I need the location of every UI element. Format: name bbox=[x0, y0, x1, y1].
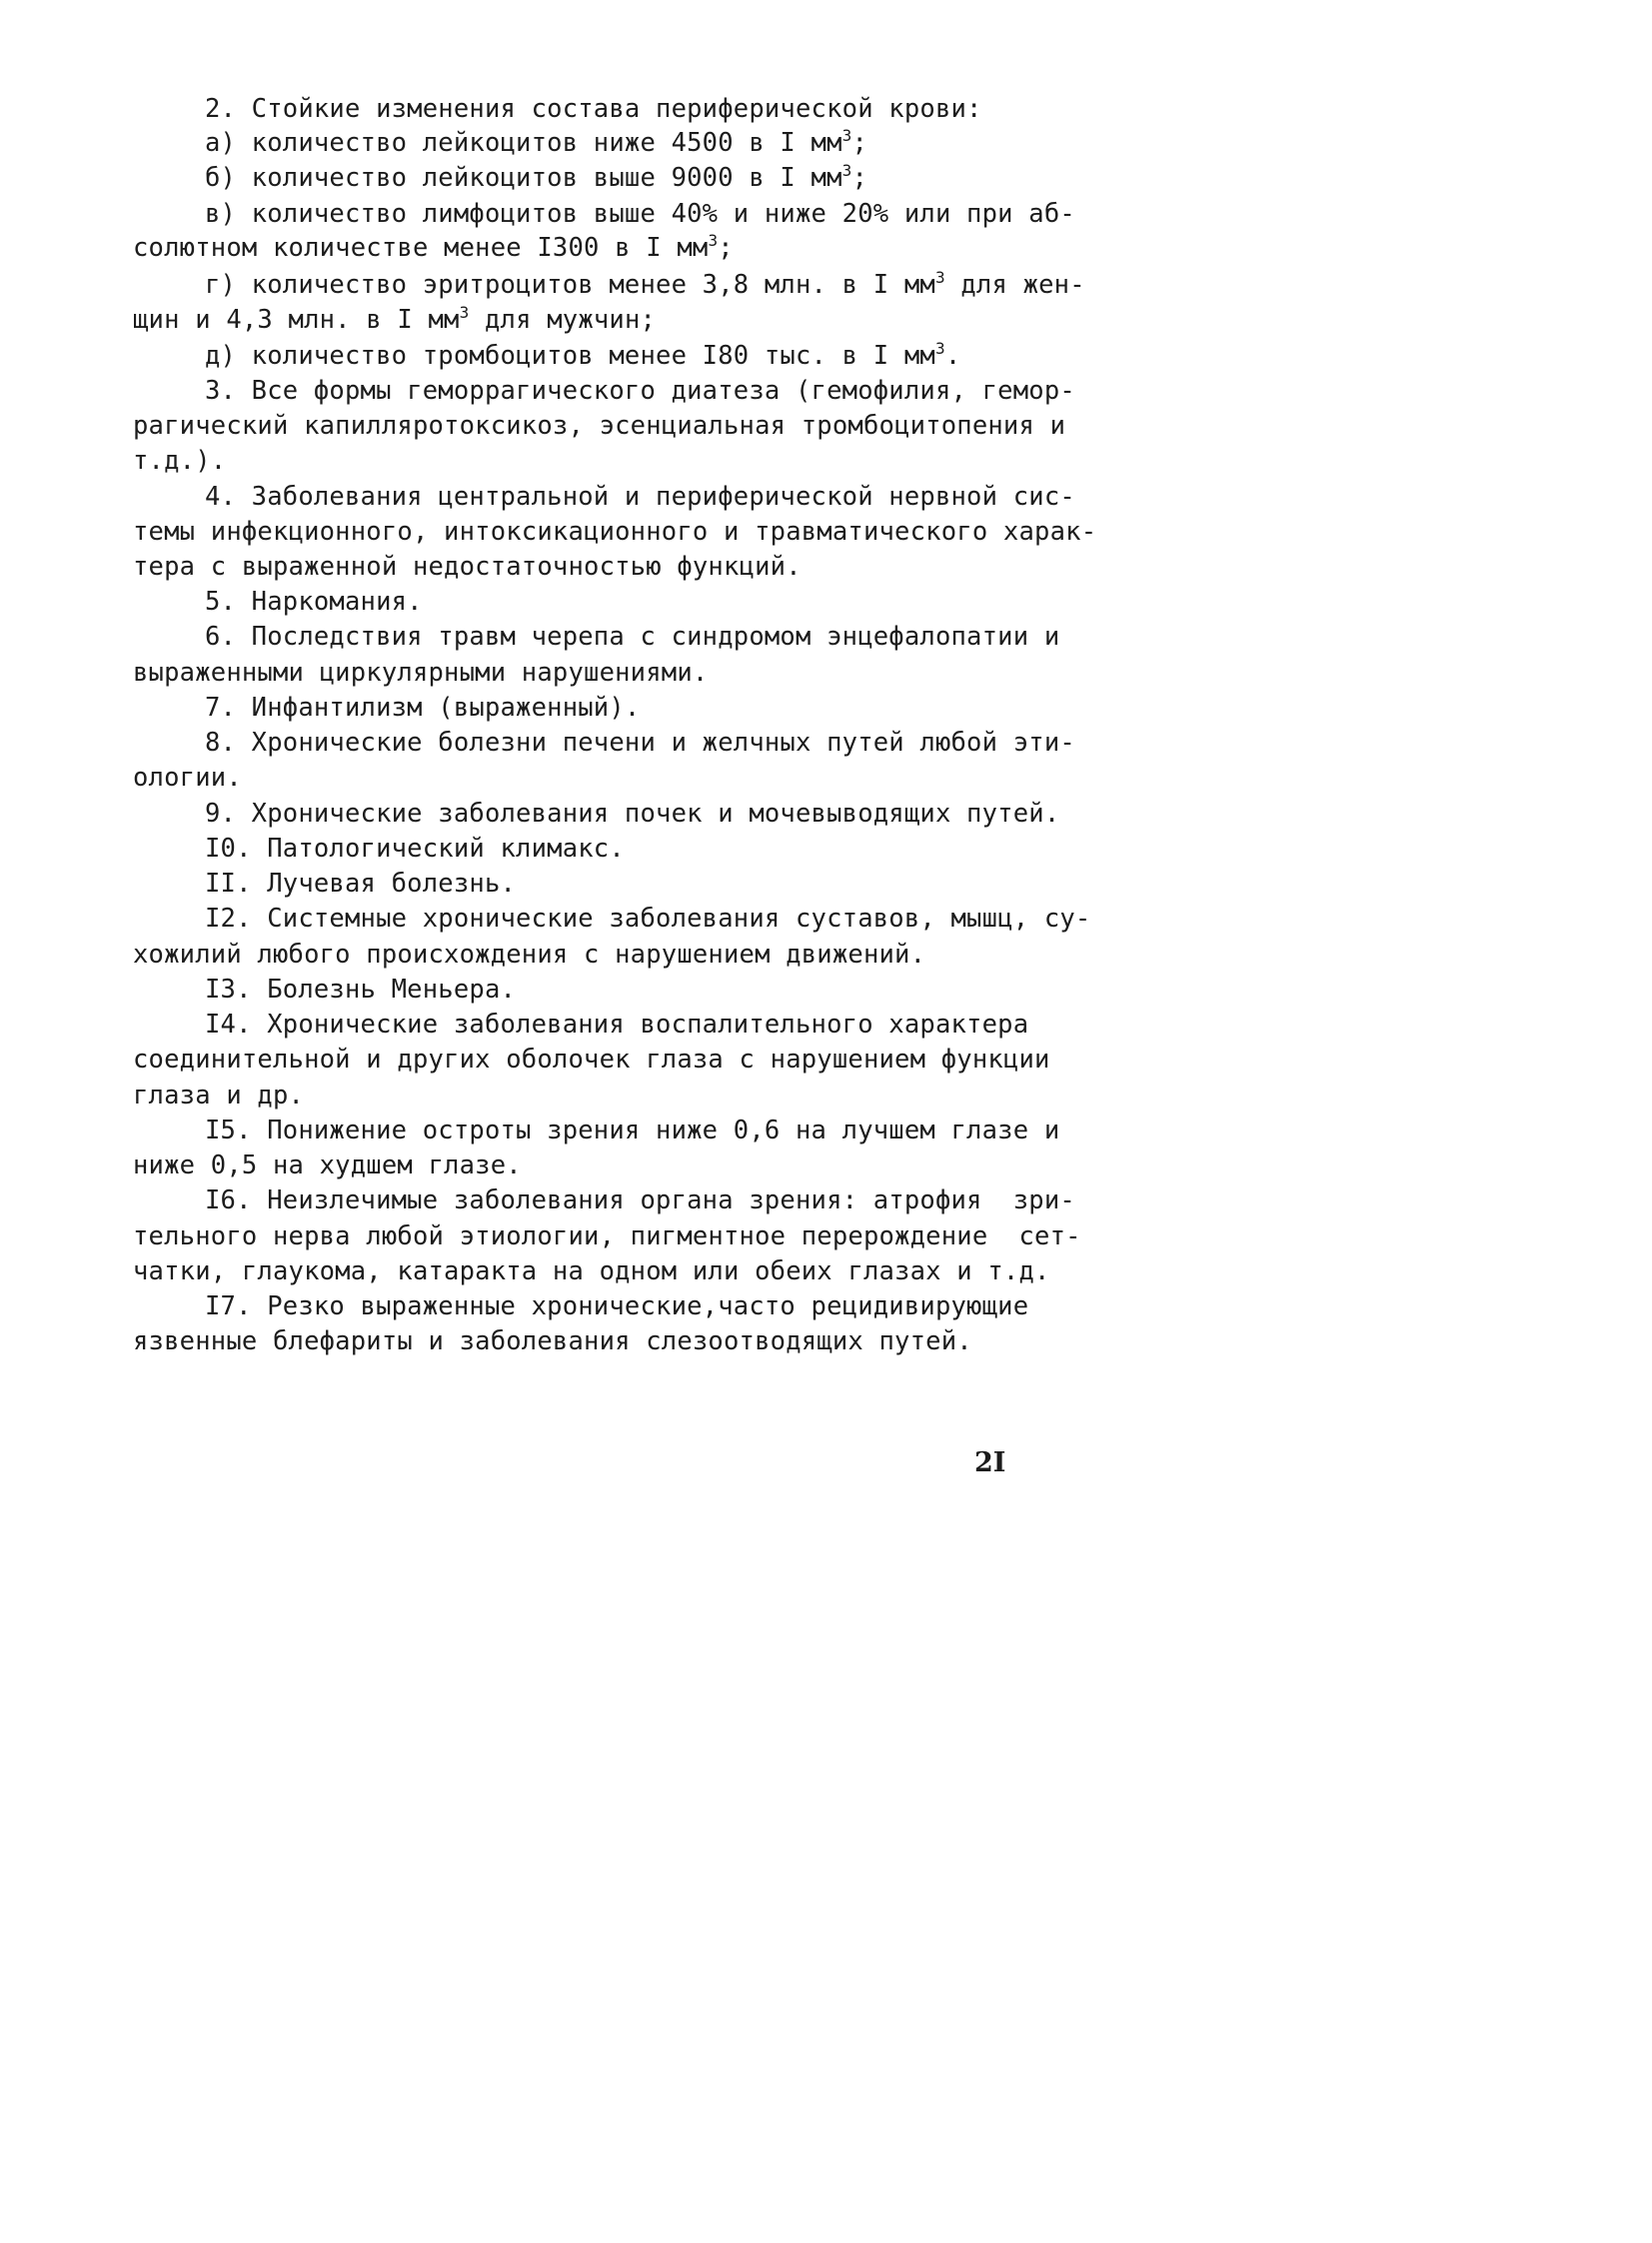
item-14-cont: соединительной и других оболочек глаза с нарушением функции bbox=[133, 1045, 1050, 1075]
item-8: 8. Хронические болезни печени и желчных путей любой эти- bbox=[205, 728, 1075, 758]
item-14-cont: глаза и др. bbox=[133, 1081, 305, 1111]
item-16-cont: чатки, глаукома, катаракта на одном или обеих глазах и т.д. bbox=[133, 1256, 1050, 1286]
item-6-cont: выраженными циркулярными нарушениями. bbox=[133, 658, 709, 688]
item-12-cont: хожилий любого происхождения с нарушением движений. bbox=[133, 940, 926, 970]
item-5: 5. Наркомания. bbox=[205, 587, 423, 617]
item-7: 7. Инфантилизм (выраженный). bbox=[205, 693, 641, 723]
superscript: 3 bbox=[934, 339, 945, 358]
item-14: I4. Хронические заболевания воспалительного характера bbox=[205, 1010, 1029, 1040]
item-8-cont: ологии. bbox=[133, 763, 242, 793]
item-4: 4. Заболевания центральной и периферической нервной сис- bbox=[205, 482, 1075, 512]
item-15-cont: ниже 0,5 на худшем глазе. bbox=[133, 1150, 522, 1180]
item-16-cont: тельного нерва любой этиологии, пигментное перерождение сет- bbox=[133, 1221, 1081, 1251]
item-2g: г) количество эритроцитов менее 3,8 млн. в I $мм^3$ для жен- bbox=[205, 268, 1085, 300]
item-11: II. Лучевая болезнь. bbox=[205, 869, 517, 899]
item-2a: а) количество лейкоцитов ниже 4500 в I $мм^3$; bbox=[205, 126, 868, 158]
superscript: 3 bbox=[459, 303, 470, 322]
document-page bbox=[0, 0, 1158, 1599]
item-9: 9. Хронические заболевания почек и мочевыводящих путей. bbox=[205, 799, 1060, 829]
superscript: 3 bbox=[841, 161, 852, 180]
item-17: I7. Резко выраженные хронические,часто рецидивирующие bbox=[205, 1291, 1029, 1321]
page-number: 2I bbox=[974, 1447, 1006, 1478]
item-17-cont: язвенные блефариты и заболевания слезоотводящих путей. bbox=[133, 1326, 972, 1356]
item-2v: в) количество лимфоцитов выше 40% и ниже 20% или при аб- bbox=[205, 199, 1075, 229]
item-2b: б) количество лейкоцитов выше 9000 в I $мм^3$; bbox=[205, 161, 868, 193]
item-2v-cont: солютном количестве менее I300 в I $мм^3$; bbox=[133, 231, 734, 263]
item-10: I0. Патологический климакс. bbox=[205, 834, 625, 864]
item-15: I5. Понижение остроты зрения ниже 0,6 на лучшем глазе и bbox=[205, 1116, 1060, 1145]
superscript: 3 bbox=[934, 268, 945, 287]
item-3: 3. Все формы геморрагического диатеза (гемофилия, гемор- bbox=[205, 376, 1075, 406]
item-13: I3. Болезнь Меньера. bbox=[205, 975, 517, 1005]
superscript: 3 bbox=[841, 126, 852, 145]
item-16: I6. Неизлечимые заболевания органа зрения: атрофия зри- bbox=[205, 1185, 1075, 1215]
item-2d: д) количество тромбоцитов менее I80 тыс. в I $мм^3$. bbox=[205, 339, 961, 371]
item-3-cont: т.д.). bbox=[133, 446, 227, 476]
item-2-heading: 2. Стойкие изменения состава периферической крови: bbox=[205, 94, 982, 124]
item-12: I2. Системные хронические заболевания суставов, мышц, су- bbox=[205, 904, 1091, 934]
item-4-cont: темы инфекционного, интоксикационного и травматического харак- bbox=[133, 517, 1097, 547]
item-2g-cont: щин и 4,3 млн. в I $мм^3$ для мужчин; bbox=[133, 303, 657, 335]
superscript: 3 bbox=[708, 231, 719, 250]
item-3-cont: рагический капилляротоксикоз, эсенциальная тромбоцитопения и bbox=[133, 411, 1066, 441]
item-6: 6. Последствия травм черепа с синдромом энцефалопатии и bbox=[205, 622, 1060, 652]
item-4-cont: тера с выраженной недостаточностью функций. bbox=[133, 552, 802, 582]
